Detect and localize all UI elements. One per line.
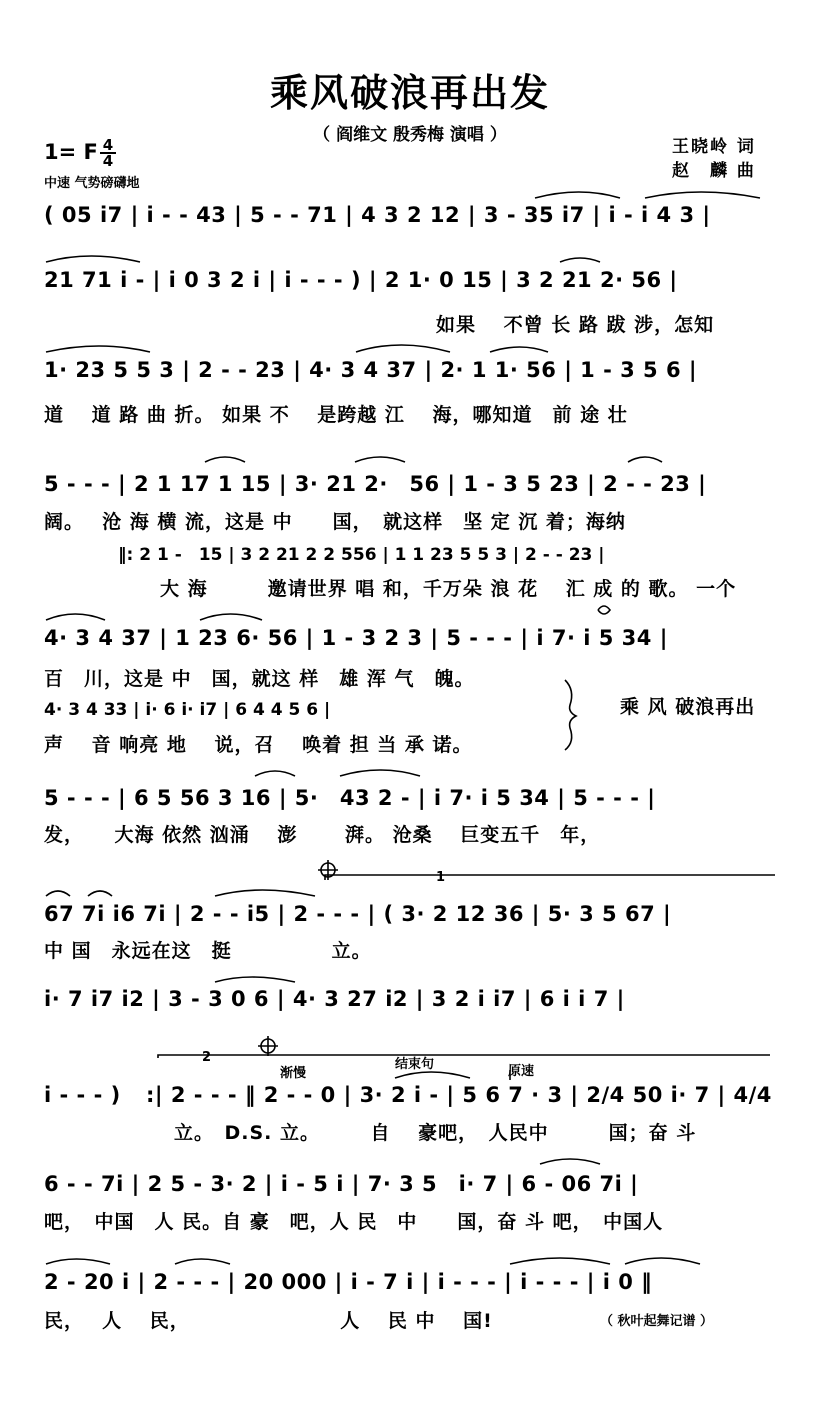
score-line-9-notes: :| 2 - - - ‖ 2 - - 0 | 3· 2 i - | 5 6 7 · 3 | 2/4 50 i· 7 | 4/4 bbox=[146, 1083, 772, 1107]
score-line-7-lyrics: 中 国 永远在这 挺 立。 bbox=[44, 940, 372, 962]
score-line-3-lyrics: 道 道 路 曲 折。 如果 不 是跨越 江 海，哪知道 前 途 壮 bbox=[44, 404, 628, 426]
score-line-6-lyrics: 发， 大海 依然 汹涌 澎 湃。 沧桑 巨变五千 年， bbox=[44, 824, 601, 846]
mark-original-tempo: 原速 bbox=[508, 1064, 535, 1079]
mark-slow: 渐慢 bbox=[280, 1066, 307, 1081]
score-line-4-notes: 5 - - - | 2 1 17 1 15 | 3· 21 2· 56 | 1 - 3 5 23 | 2 - - 23 | bbox=[44, 472, 707, 496]
score-line-10-notes: 6 - - 7i | 2 5 - 3· 2 | i - 5 i | 7· 3 5 i· 7 | 6 - 06 7i | bbox=[44, 1172, 639, 1196]
time-signature-bottom: 4 bbox=[100, 152, 116, 168]
composer: 赵 麟 曲 bbox=[672, 161, 756, 181]
score-line-5b-notes: 4· 3 4 33 | i· 6 i· i7 | 6 4 4 5 6 | bbox=[44, 700, 331, 720]
song-title: 乘风破浪再出发 bbox=[269, 71, 550, 115]
transcriber-credit: （ 秋叶起舞记谱 ） bbox=[600, 1314, 714, 1329]
score-line-2-lyrics: 如果 不曾 长 路 跋 涉，怎知 bbox=[436, 314, 715, 336]
lyricist: 王晓岭 词 bbox=[672, 137, 756, 157]
score-line-9-pre: i - - - ) bbox=[44, 1083, 121, 1107]
score-line-10-lyrics: 吧， 中国 人 民。自 豪 吧，人 民 中 国，奋 斗 吧， 中国人 bbox=[44, 1211, 664, 1233]
score-line-4b-lyrics: 大 海 邀请世界 唱 和，千万朵 浪 花 汇 成 的 歌。 一个 bbox=[160, 578, 737, 600]
chorus-bracket-text: 乘 风 破浪再出 bbox=[620, 696, 756, 718]
score-line-5-lyrics: 百 川，这是 中 国，就这 样 雄 浑 气 魄。 bbox=[44, 668, 475, 690]
volta-1-number: 1 bbox=[436, 870, 446, 885]
score-line-11-lyrics: 民， 人 民， 人 民 中 国! bbox=[44, 1310, 493, 1332]
score-line-9-lyrics: 立。 D.S. 立。 自 豪吧， 人民中 国；奋 斗 bbox=[174, 1122, 697, 1144]
score-line-4-lyrics: 阔。 沧 海 横 流，这是 中 国， 就这样 坚 定 沉 着；海纳 bbox=[44, 511, 626, 533]
score-line-8-notes: i· 7 i7 i2 | 3 - 3 0 6 | 4· 3 27 i2 | 3 2 i i7 | 6 i i 7 | bbox=[44, 987, 625, 1011]
score-line-2-notes: 21 71 i - | i 0 3 2 i | i - - - ) | 2 1· 0 15 | 3 2 21 2· 56 | bbox=[44, 268, 678, 292]
score-line-3-notes: 1· 23 5 5 3 | 2 - - 23 | 4· 3 4 37 | 2· 1 1· 56 | 1 - 3 5 6 | bbox=[44, 358, 698, 382]
score-line-7-notes: 67 7i i6 7i | 2 - - i5 | 2 - - - | ( 3· 2 12 36 | 5· 3 5 67 | bbox=[44, 902, 672, 926]
tempo-marking: 中速 气势磅礴地 bbox=[44, 176, 140, 191]
time-signature-top: 4 bbox=[102, 136, 114, 154]
volta-2-number: 2 bbox=[202, 1050, 212, 1065]
score-line-4b-notes: ‖: 2 1 - 15 | 3 2 21 2 2 556 | 1 1 23 5 5 3 | 2 - - 23 | bbox=[118, 545, 605, 565]
score-line-1-notes: ( 05 i7 | i - - 43 | 5 - - 71 | 4 3 2 12 | 3 - 35 i7 | i - i 4 3 | bbox=[44, 203, 711, 227]
score-line-11-notes: 2 - 20 i | 2 - - - | 20 000 | i - 7 i | i - - - | i - - - | i 0 ‖ bbox=[44, 1270, 653, 1294]
score-line-5-notes: 4· 3 4 37 | 1 23 6· 56 | 1 - 3 2 3 | 5 - - - | i 7· i 5 34 | bbox=[44, 626, 668, 650]
score-line-5b-lyrics: 声 音 响亮 地 说，召 唤着 担 当 承 诺。 bbox=[44, 734, 473, 756]
score-line-6-notes: 5 - - - | 6 5 56 3 16 | 5· 43 2 - | i 7· i 5 34 | 5 - - - | bbox=[44, 786, 656, 810]
mark-ending: 结束句 bbox=[395, 1057, 435, 1072]
key-signature: 1= F bbox=[44, 140, 98, 164]
performers: （ 阎维文 殷秀梅 演唱 ） bbox=[313, 125, 507, 145]
